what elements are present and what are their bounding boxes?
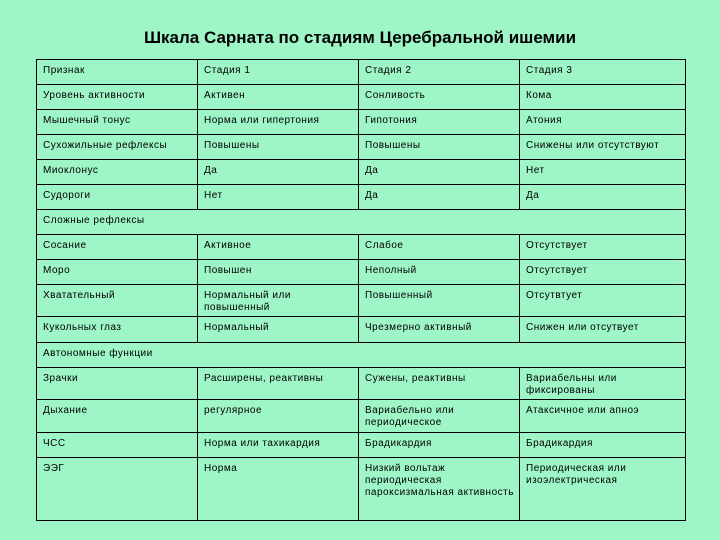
table-cell: Атаксичное или апноэ	[520, 400, 686, 433]
table-cell: Повышен	[198, 260, 359, 285]
table-cell: Отсутвтует	[520, 285, 686, 317]
table-cell: Вариабельны или фиксированы	[520, 368, 686, 400]
table-cell: Расширены, реактивны	[198, 368, 359, 400]
table-row	[37, 458, 686, 521]
table-row	[37, 285, 686, 317]
table-cell: Кома	[520, 85, 686, 110]
table-row	[37, 260, 686, 285]
table-cell: Низкий вольтаж периодическая пароксизмальная активность	[359, 458, 520, 521]
table-cell: Периодическая или изоэлектрическая	[520, 458, 686, 521]
table-row	[37, 368, 686, 400]
table-cell: ЭЭГ	[37, 458, 198, 521]
table-row	[37, 185, 686, 210]
table-cell: Кукольных глаз	[37, 317, 198, 343]
table-cell: Сужены, реактивны	[359, 368, 520, 400]
table-cell: Да	[198, 160, 359, 185]
table-cell: Дыхание	[37, 400, 198, 433]
table-cell: Снижены или отсутствуют	[520, 135, 686, 160]
table-cell: Миоклонус	[37, 160, 198, 185]
table-cell: Моро	[37, 260, 198, 285]
table-cell: Отсутствует	[520, 235, 686, 260]
table-cell: Нет	[198, 185, 359, 210]
table-cell: Брадикардия	[520, 433, 686, 458]
table-cell: Норма	[198, 458, 359, 521]
table-cell: Норма или тахикардия	[198, 433, 359, 458]
table-row	[37, 317, 686, 343]
table-row	[37, 160, 686, 185]
table-cell: Хватательный	[37, 285, 198, 317]
table-cell: ЧСС	[37, 433, 198, 458]
table-cell: Неполный	[359, 260, 520, 285]
table-cell: Зрачки	[37, 368, 198, 400]
section-heading: Автономные функции	[37, 343, 686, 368]
table-cell: Сухожильные рефлексы	[37, 135, 198, 160]
table-cell: Норма или гипертония	[198, 110, 359, 135]
table-row	[37, 433, 686, 458]
sarnat-scale-table	[36, 59, 686, 521]
table-row	[37, 400, 686, 433]
table-cell: Нормальный	[198, 317, 359, 343]
table-cell: Вариабельно или периодическое	[359, 400, 520, 433]
table-header-row	[37, 60, 686, 85]
header-cell: Стадия 1	[198, 60, 359, 85]
section-heading: Сложные рефлексы	[37, 210, 686, 235]
table-cell: Повышенный	[359, 285, 520, 317]
header-cell: Стадия 2	[359, 60, 520, 85]
table-cell: Нет	[520, 160, 686, 185]
header-cell: Стадия 3	[520, 60, 686, 85]
table-cell: Активен	[198, 85, 359, 110]
section-row-autonomic	[37, 343, 686, 368]
table-cell: Сосание	[37, 235, 198, 260]
table-cell: Брадикардия	[359, 433, 520, 458]
table-cell: Мышечный тонус	[37, 110, 198, 135]
table-cell: Да	[520, 185, 686, 210]
table-cell: Гипотония	[359, 110, 520, 135]
section-row-reflexes	[37, 210, 686, 235]
table-row	[37, 235, 686, 260]
table-row	[37, 110, 686, 135]
table-cell: Сонливость	[359, 85, 520, 110]
table-cell: Да	[359, 185, 520, 210]
table-cell: Снижен или отсутвует	[520, 317, 686, 343]
page-title: Шкала Сарната по стадиям Церебральной ишемии	[143, 28, 577, 47]
table-cell: регулярное	[198, 400, 359, 433]
table-cell: Судороги	[37, 185, 198, 210]
table-cell: Чрезмерно активный	[359, 317, 520, 343]
table-cell: Отсутствует	[520, 260, 686, 285]
table-cell: Уровень активности	[37, 85, 198, 110]
header-cell: Признак	[37, 60, 198, 85]
table-cell: Слабое	[359, 235, 520, 260]
table-cell: Активное	[198, 235, 359, 260]
table-cell: Повышены	[198, 135, 359, 160]
table-cell: Атония	[520, 110, 686, 135]
table-cell: Нормальный или повышенный	[198, 285, 359, 317]
table-cell: Повышены	[359, 135, 520, 160]
table-row	[37, 135, 686, 160]
table-cell: Да	[359, 160, 520, 185]
table-row	[37, 85, 686, 110]
